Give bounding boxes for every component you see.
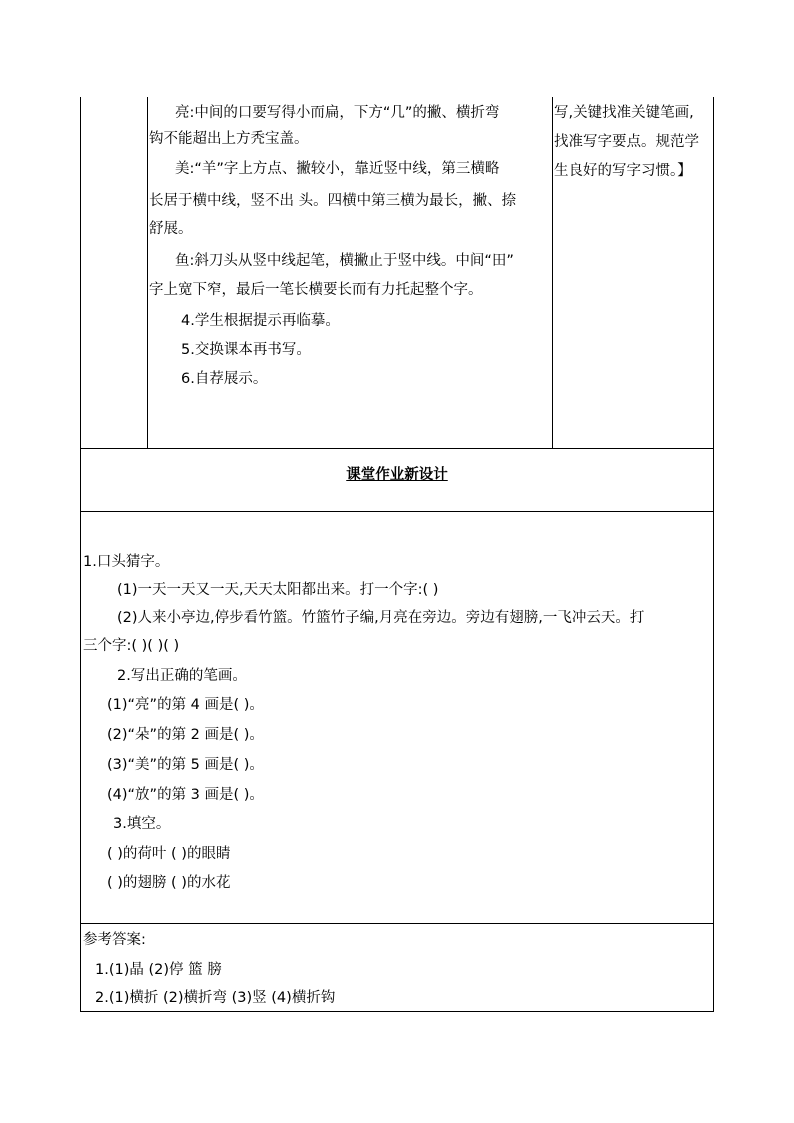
column-divider-right — [552, 97, 553, 448]
answer-line: 1.(1)晶 (2)停 篮 膀 — [95, 962, 222, 978]
intent-text-line: 找准写字要点。规范学 — [554, 134, 699, 150]
homework-line: 1.口头猜字。 — [83, 554, 170, 570]
row-divider — [81, 923, 713, 924]
process-text-line: 亮:中间的口要写得小而扁，下方“几”的撇、横折弯 — [175, 105, 500, 121]
answers-heading: 参考答案: — [83, 932, 146, 948]
homework-line: ( )的荷叶 ( )的眼睛 — [107, 846, 231, 862]
intent-text-line: 写,关键找准关键笔画, — [554, 105, 694, 121]
homework-title: 课堂作业新设计 — [346, 467, 448, 483]
process-text-line: 字上宽下窄，最后一笔长横要长而有力托起整个字。 — [149, 282, 483, 298]
homework-line: 三个字:( )( )( ) — [83, 638, 180, 654]
column-divider-left — [147, 97, 148, 448]
homework-line: 3.填空。 — [113, 816, 171, 832]
process-text-line: 4.学生根据提示再临摹。 — [181, 313, 340, 329]
process-text-line: 鱼:斜刀头从竖中线起笔，横撇止于竖中线。中间“田” — [175, 253, 514, 269]
answer-line: 2.(1)横折 (2)横折弯 (3)竖 (4)横折钩 — [95, 990, 336, 1006]
lesson-table — [80, 97, 714, 1012]
homework-line: (4)“放”的第 3 画是( )。 — [107, 787, 264, 803]
process-text-line: 长居于横中线，竖不出 头。四横中第三横为最长，撇、捺 — [149, 193, 517, 209]
intent-text-line: 生良好的写字习惯。】 — [554, 163, 692, 179]
row-divider — [81, 448, 713, 449]
homework-line: ( )的翅膀 ( )的水花 — [107, 875, 231, 891]
homework-line: (1)一天一天又一天,天天太阳都出来。打一个字:( ) — [117, 582, 439, 598]
homework-line: (3)“美”的第 5 画是( )。 — [107, 757, 264, 773]
homework-line: (1)“亮”的第 4 画是( )。 — [107, 697, 264, 713]
process-text-line: 5.交换课本再书写。 — [181, 342, 311, 358]
homework-line: (2)人来小亭边,停步看竹篮。竹篮竹子编,月亮在旁边。旁边有翅膀,一飞冲云天。打 — [117, 610, 645, 626]
process-text-line: 美:“羊”字上方点、撇较小，靠近竖中线，第三横略 — [175, 161, 500, 177]
homework-line: 2.写出正确的笔画。 — [117, 668, 247, 684]
process-text-line: 6.自荐展示。 — [181, 371, 268, 387]
process-text-line: 舒展。 — [149, 221, 193, 237]
row-divider — [81, 511, 713, 512]
process-text-line: 钩不能超出上方秃宝盖。 — [149, 131, 309, 147]
homework-line: (2)“朵”的第 2 画是( )。 — [107, 727, 264, 743]
